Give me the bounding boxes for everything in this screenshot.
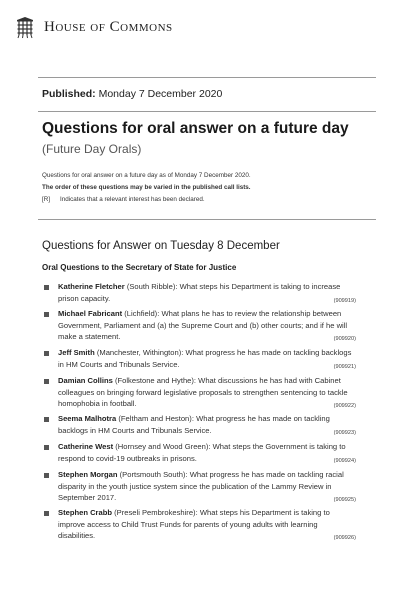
member-constituency: (Feltham and Heston): [118,414,194,423]
bullet-icon [44,379,49,384]
question-text: What steps his Department is taking to increase prison capacity. [58,282,341,303]
question-item [58,441,356,464]
member-constituency: (Preseli Pembrokeshire): [114,508,198,517]
page-subtitle: (Future Day Orals) [42,142,142,156]
question-text: What steps his Department is taking to improve access to Child Trust Funds for parents of young adults with learning disabilities. [58,508,330,540]
bullet-icon [44,351,49,356]
question-number: (909926) [333,535,356,541]
question-number: (909923) [333,430,356,436]
member-constituency: (Lichfield): [124,309,160,318]
question-number: (909924) [333,458,356,464]
member-name: Seema Malhotra [58,414,117,423]
section-title: Questions for Answer on Tuesday 8 December [42,240,280,252]
portcullis-icon [14,15,36,39]
member-name: Stephen Crabb [58,508,113,517]
question-number: (909922) [333,403,356,409]
question-item [58,347,356,370]
bullet-icon [44,312,49,317]
interest-flag: [R] [42,196,51,203]
question-text: What progress he has made on tackling backlogs in HM Courts and Tribunals Service. [58,348,352,369]
published-divider [38,111,376,112]
member-constituency: (Folkestone and Hythe): [114,376,197,385]
member-constituency: (South Ribble): [126,282,178,291]
intro-divider [38,219,376,220]
member-name: Jeff Smith [58,348,95,357]
intro-line-1: Questions for oral answer on a future day as of Monday 7 December 2020. [42,172,251,179]
question-text: What steps the Government is taking to respond to covid-19 outbreaks in prisons. [58,442,346,463]
interest-flag-text: Indicates that a relevant interest has been declared. [60,196,205,203]
published-label: Published: [42,88,96,100]
bullet-icon [44,417,49,422]
question-text: What progress he has made on tackling backlogs in HM Courts and Tribunals Service. [58,414,330,435]
question-number: (909919) [333,298,356,304]
member-name: Stephen Morgan [58,470,118,479]
published-date: Monday 7 December 2020 [98,88,223,100]
member-name: Damian Collins [58,376,113,385]
intro-line-3 [42,194,372,206]
top-divider [38,77,376,78]
question-item [58,375,356,410]
bullet-icon [44,473,49,478]
question-text: What discussions he has had with Cabinet colleagues on bringing forward legislative proposals to strengthen sentencing to tackle homophobia in football. [58,376,348,408]
page-title: Questions for oral answer on a future day [42,120,349,137]
org-name: House of Commons [44,18,173,35]
question-text: What plans he has to review the relationship between Government, Parliament and (a) the Supreme Court and (b) other courts; and if he will make a statement. [58,309,348,341]
question-item [58,469,356,504]
question-number: (909925) [333,497,356,503]
question-item [58,507,356,542]
intro-line-2: The order of these questions may be varied in the published call lists. [42,184,251,191]
department-title: Oral Questions to the Secretary of State for Justice [42,263,237,272]
question-item [58,308,356,343]
question-item [58,281,356,304]
published-line [42,88,222,100]
question-text: What progress he has made on tackling racial disparity in the youth justice system since the publication of the Lammy Review in September 2017. [58,470,344,502]
member-constituency: (Manchester, Withington): [96,348,184,357]
question-number: (909921) [333,364,356,370]
member-name: Michael Fabricant [58,309,123,318]
bullet-icon [44,511,49,516]
intro-notes [42,170,372,206]
bullet-icon [44,285,49,290]
member-name: Katherine Fletcher [58,282,125,291]
question-number: (909920) [333,336,356,342]
member-constituency: (Portsmouth South): [119,470,188,479]
question-item [58,413,356,436]
page-header [14,12,173,42]
member-name: Catherine West [58,442,114,451]
bullet-icon [44,445,49,450]
member-constituency: (Hornsey and Wood Green): [115,442,211,451]
